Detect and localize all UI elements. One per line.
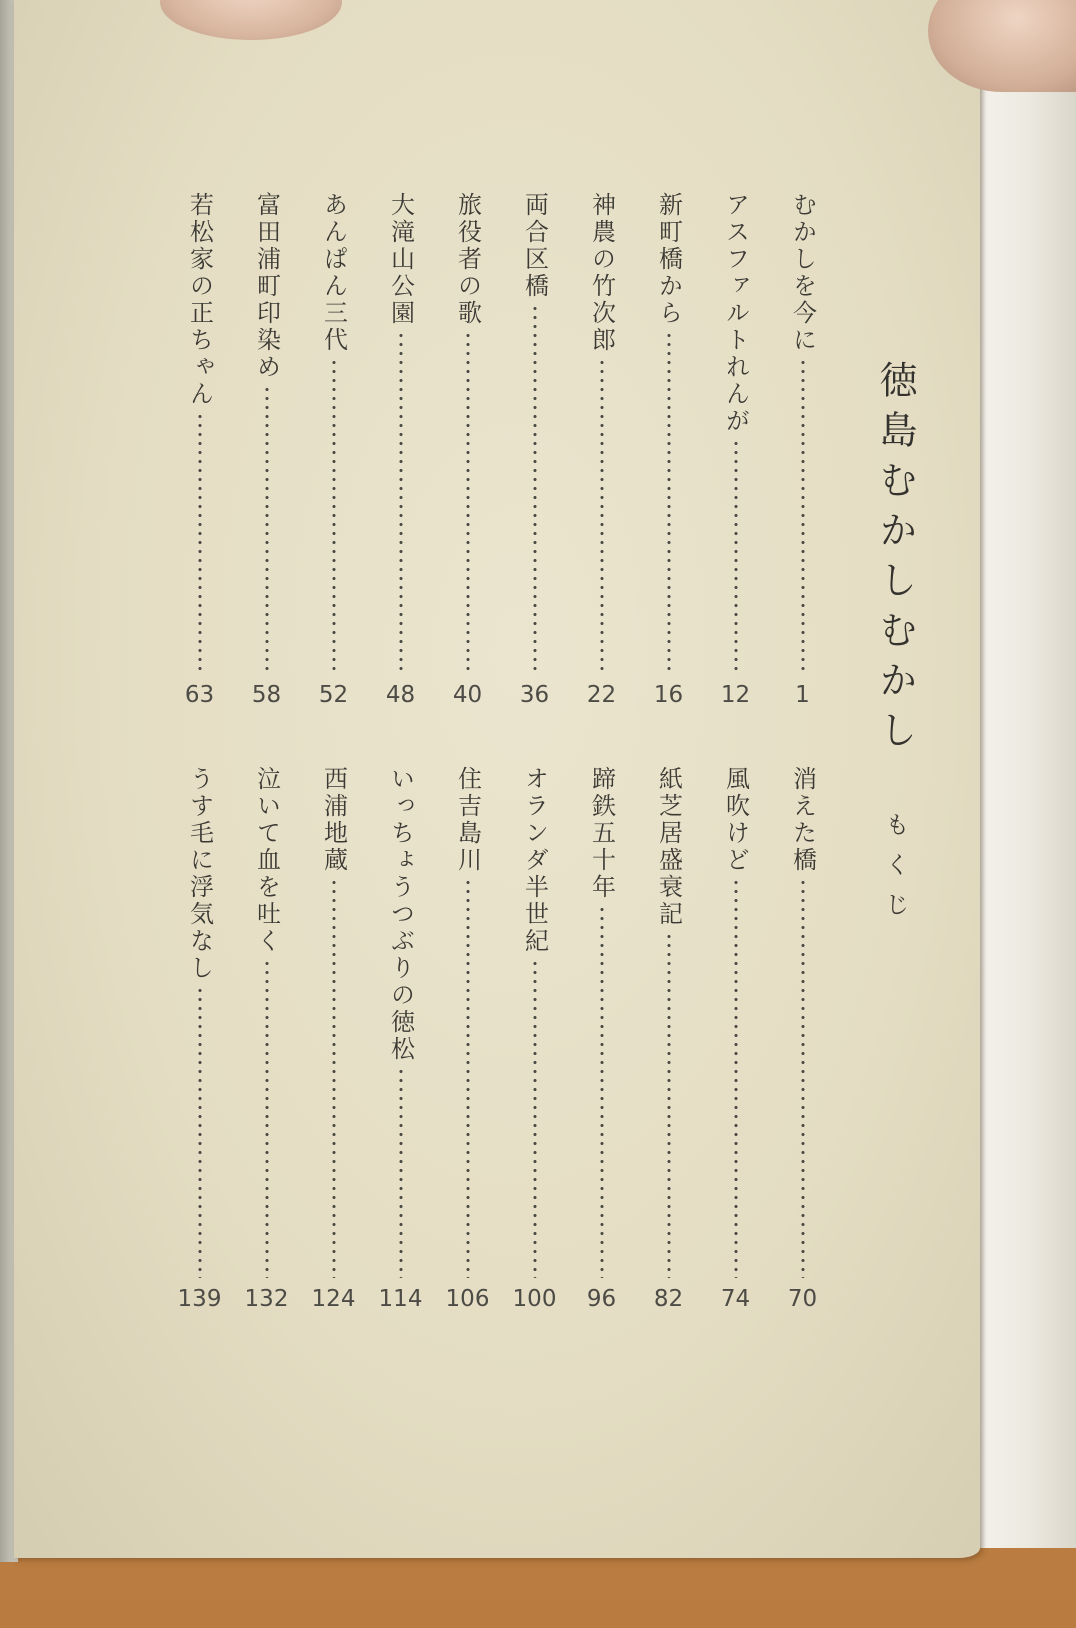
dot-leader: [465, 878, 471, 1278]
toc-entry-page-number: 52: [318, 682, 349, 708]
toc-upper-section: [166, 192, 836, 707]
toc-entry-page-number: 36: [519, 682, 550, 708]
toc-entry: [166, 192, 233, 707]
toc-entry-page-number: 22: [586, 682, 617, 708]
toc-entry-page-number: 70: [787, 1286, 818, 1312]
dot-leader: [398, 331, 404, 674]
toc-entry-title: 住吉島川: [453, 766, 482, 874]
toc-entry: [434, 766, 501, 1311]
dot-leader: [733, 439, 739, 674]
toc-entry: [635, 766, 702, 1311]
toc-entry-title: 風吹けど: [721, 766, 750, 874]
toc-entry-title: 両合区橋: [520, 192, 549, 300]
dot-leader: [599, 905, 605, 1278]
toc-entry-title: うす毛に浮気なし: [185, 766, 214, 982]
toc-entry: [367, 192, 434, 707]
toc-entry: [434, 192, 501, 707]
toc-lower-section: [166, 766, 836, 1311]
toc-entry-page-number: 40: [452, 682, 483, 708]
toc-entry: [300, 192, 367, 707]
toc-entry-title: 紙芝居盛衰記: [654, 766, 683, 928]
toc-heading: もくじ: [881, 812, 909, 932]
toc-entry-page-number: 82: [653, 1286, 684, 1312]
toc-entry-title: むかしを今に: [788, 192, 817, 354]
toc-entry-page-number: 106: [445, 1286, 490, 1312]
toc-entry: [702, 192, 769, 707]
toc-entry: [769, 192, 836, 707]
dot-leader: [398, 1067, 404, 1278]
toc-entry-title: オランダ半世紀: [520, 766, 549, 955]
toc-entry-page-number: 124: [311, 1286, 356, 1312]
dot-leader: [532, 304, 538, 674]
toc-entry-title: あんぱん三代: [319, 192, 348, 354]
toc-entry: [501, 192, 568, 707]
book-title: 徳島むかしむかし: [873, 360, 917, 760]
dot-leader: [733, 878, 739, 1278]
toc-entry-page-number: 48: [385, 682, 416, 708]
toc-entry: [300, 766, 367, 1311]
dot-leader: [264, 959, 270, 1278]
toc-entry: [501, 766, 568, 1311]
toc-entry-page-number: 114: [378, 1286, 423, 1312]
dot-leader: [666, 932, 672, 1278]
toc-entry-title: 蹄鉄五十年: [587, 766, 616, 901]
toc-entry: [568, 766, 635, 1311]
dot-leader: [264, 385, 270, 674]
dot-leader: [800, 878, 806, 1278]
dot-leader: [197, 412, 203, 674]
toc-entry: [233, 192, 300, 707]
toc-entry-page-number: 1: [795, 682, 810, 708]
dot-leader: [331, 358, 337, 674]
toc-entry-title: 消えた橋: [788, 766, 817, 874]
toc-entry-title: 新町橋から: [654, 192, 683, 327]
toc-entry-title: 泣いて血を吐く: [252, 766, 281, 955]
page-stack-edge: [972, 0, 1076, 1548]
toc-entry-title: アスファルトれんが: [721, 192, 750, 435]
dot-leader: [331, 878, 337, 1278]
toc-entry: [702, 766, 769, 1311]
toc-entry-page-number: 132: [244, 1286, 289, 1312]
toc-entry: [568, 192, 635, 707]
toc-entry-title: 旅役者の歌: [453, 192, 482, 327]
toc-entry-title: いっちょうつぶりの徳松: [386, 766, 415, 1063]
toc-entry-title: 神農の竹次郎: [587, 192, 616, 354]
toc-entry: [635, 192, 702, 707]
toc-entry-title: 富田浦町印染め: [252, 192, 281, 381]
toc-entry-page-number: 96: [586, 1286, 617, 1312]
toc-entry-page-number: 58: [251, 682, 282, 708]
toc-entry: [367, 766, 434, 1311]
toc-entry-title: 若松家の正ちゃん: [185, 192, 214, 408]
toc-entry-page-number: 100: [512, 1286, 557, 1312]
toc-entry-page-number: 63: [184, 682, 215, 708]
toc-entry: [233, 766, 300, 1311]
toc-entry-title: 西浦地蔵: [319, 766, 348, 874]
dot-leader: [465, 331, 471, 674]
dot-leader: [666, 331, 672, 674]
toc-entry: [769, 766, 836, 1311]
toc-entry-title: 大滝山公園: [386, 192, 415, 327]
dot-leader: [197, 986, 203, 1278]
toc-entry-page-number: 12: [720, 682, 751, 708]
toc-entry-page-number: 139: [177, 1286, 222, 1312]
dot-leader: [800, 358, 806, 674]
toc-entry-page-number: 74: [720, 1286, 751, 1312]
dot-leader: [532, 959, 538, 1278]
toc-entry: [166, 766, 233, 1311]
dot-leader: [599, 358, 605, 674]
toc-entry-page-number: 16: [653, 682, 684, 708]
